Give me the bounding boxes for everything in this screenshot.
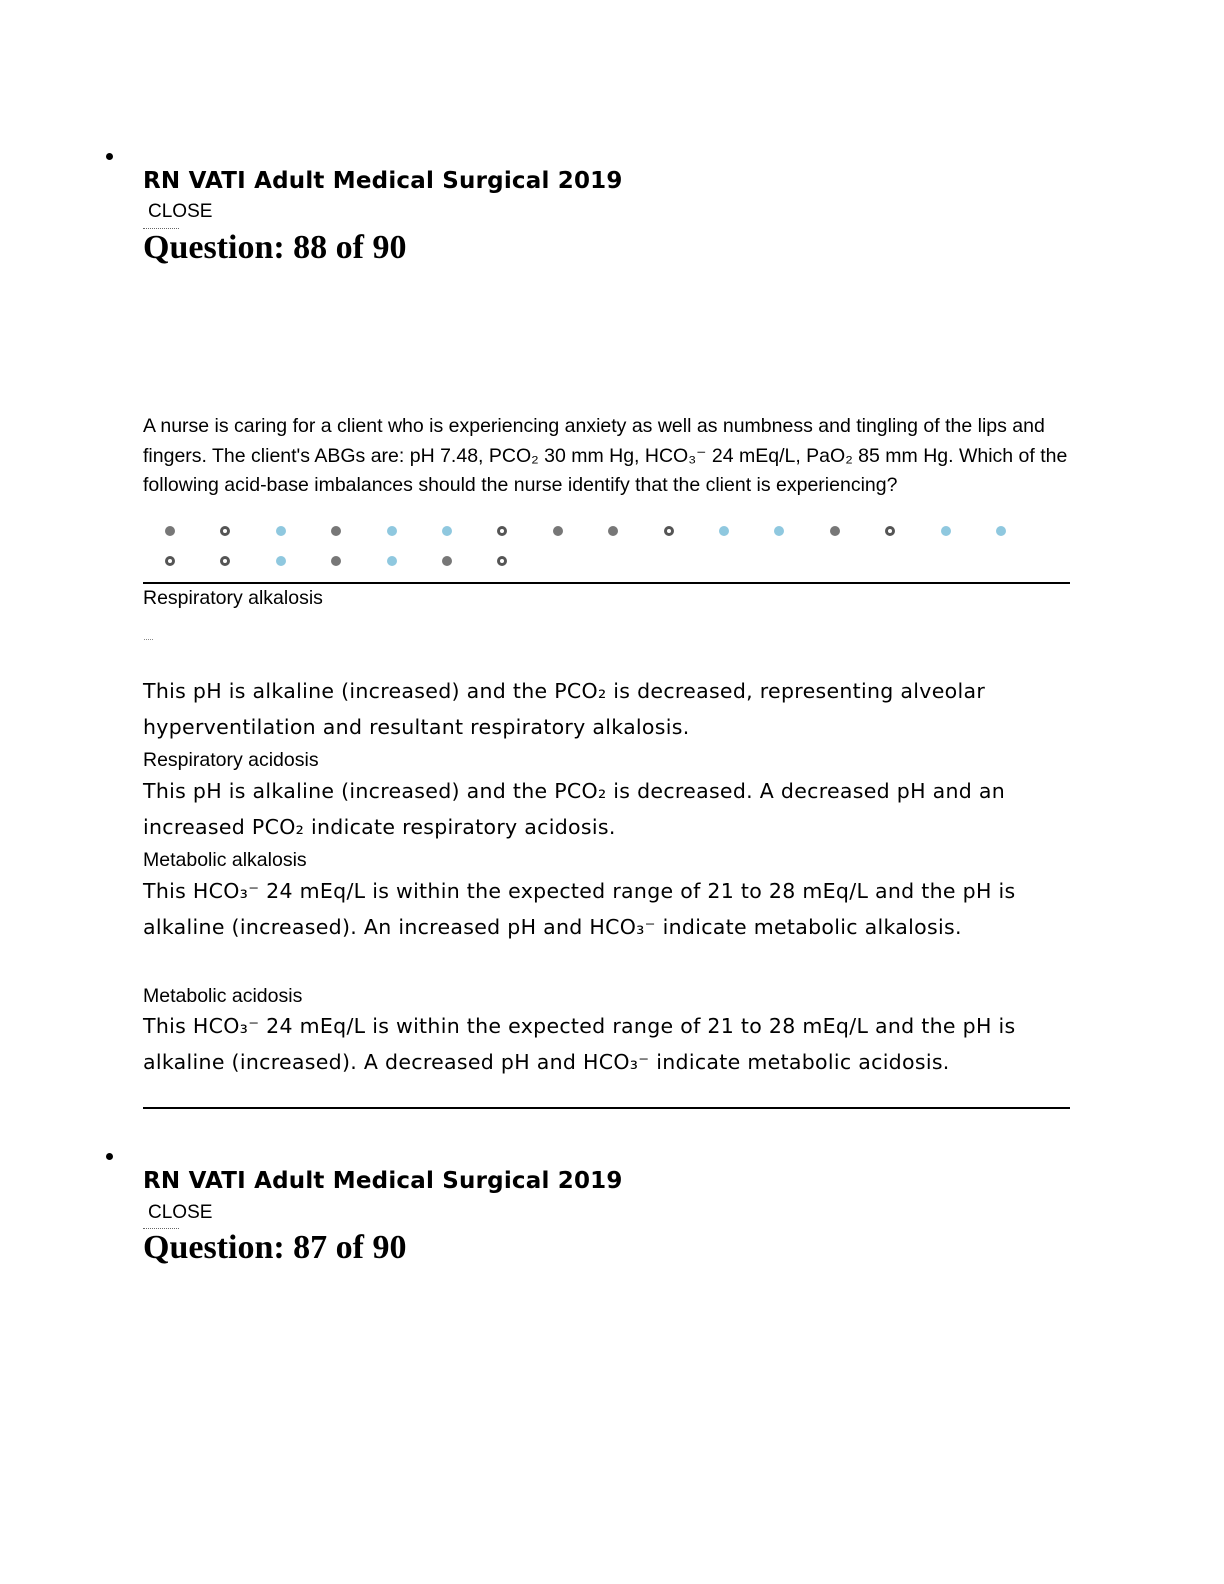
question-number: Question: 87 of 90 (143, 1229, 407, 1266)
course-title: RN VATI Adult Medical Surgical 2019 (143, 168, 623, 194)
question-nav-dot[interactable] (497, 526, 507, 536)
rationale-metabolic-acidosis: This HCO₃⁻ 24 mEq/L is within the expected range of 21 to 28 mEq/L and the pH is alkaline (increased). A decreased pH and HCO₃⁻ indicate metabolic acidosis. (143, 1014, 1016, 1074)
question-nav-dot[interactable] (719, 526, 729, 536)
option-metabolic-alkalosis[interactable]: Metabolic alkalosis (143, 849, 307, 871)
list-bullet (106, 153, 113, 160)
question-stem: A nurse is caring for a client who is experiencing anxiety as well as numbness and tingling of the lips and fingers. The client's ABGs are: pH 7.48, PCO₂ 30 mm Hg, HCO₃⁻ 24 mEq/L, PaO₂ 85 mm Hg. Which of the following acid-base imbalances should the nurse identify that the client is experiencing? (143, 415, 1068, 496)
question-nav-dot[interactable] (442, 526, 452, 536)
course-title: RN VATI Adult Medical Surgical 2019 (143, 1168, 623, 1194)
question-nav-dot[interactable] (553, 526, 563, 536)
option-metabolic-acidosis[interactable]: Metabolic acidosis (143, 985, 303, 1007)
rationale-metabolic-alkalosis: This HCO₃⁻ 24 mEq/L is within the expected range of 21 to 28 mEq/L and the pH is alkaline (increased). An increased pH and HCO₃⁻ indicate metabolic alkalosis. (143, 879, 1016, 939)
question-number: Question: 88 of 90 (143, 229, 407, 266)
list-bullet (106, 1153, 113, 1160)
question-nav-dot[interactable] (941, 526, 951, 536)
rationale-respiratory-alkalosis: This pH is alkaline (increased) and the PCO₂ is decreased, representing alveolar hyperventilation and resultant respiratory alkalosis. (143, 679, 986, 739)
question-nav-dot[interactable] (276, 556, 286, 566)
question-nav-dot[interactable] (497, 556, 507, 566)
options-bottom-rule (143, 1107, 1070, 1109)
question-nav-dot[interactable] (996, 526, 1006, 536)
option-respiratory-alkalosis[interactable]: Respiratory alkalosis (143, 587, 323, 609)
question-nav-dot[interactable] (608, 526, 618, 536)
question-nav-dot[interactable] (165, 556, 175, 566)
rationale-respiratory-acidosis: This pH is alkaline (increased) and the PCO₂ is decreased. A decreased pH and an increased PCO₂ indicate respiratory acidosis. (143, 779, 1006, 839)
question-nav-dot[interactable] (664, 526, 674, 536)
options-top-rule (143, 582, 1070, 584)
close-button[interactable]: CLOSE (148, 1202, 213, 1223)
question-nav-dot[interactable] (165, 526, 175, 536)
question-nav-dot[interactable] (220, 556, 230, 566)
close-button[interactable]: CLOSE (148, 201, 213, 222)
question-nav-dot[interactable] (830, 526, 840, 536)
question-nav-dot[interactable] (220, 526, 230, 536)
question-nav-dot[interactable] (442, 556, 452, 566)
question-nav-dot[interactable] (387, 526, 397, 536)
question-nav-dot[interactable] (276, 526, 286, 536)
option-marker (144, 639, 153, 640)
question-nav-dot[interactable] (331, 556, 341, 566)
question-nav-dot[interactable] (387, 556, 397, 566)
question-nav-dot[interactable] (885, 526, 895, 536)
question-nav-dot[interactable] (774, 526, 784, 536)
option-respiratory-acidosis[interactable]: Respiratory acidosis (143, 749, 319, 771)
question-nav-dot[interactable] (331, 526, 341, 536)
